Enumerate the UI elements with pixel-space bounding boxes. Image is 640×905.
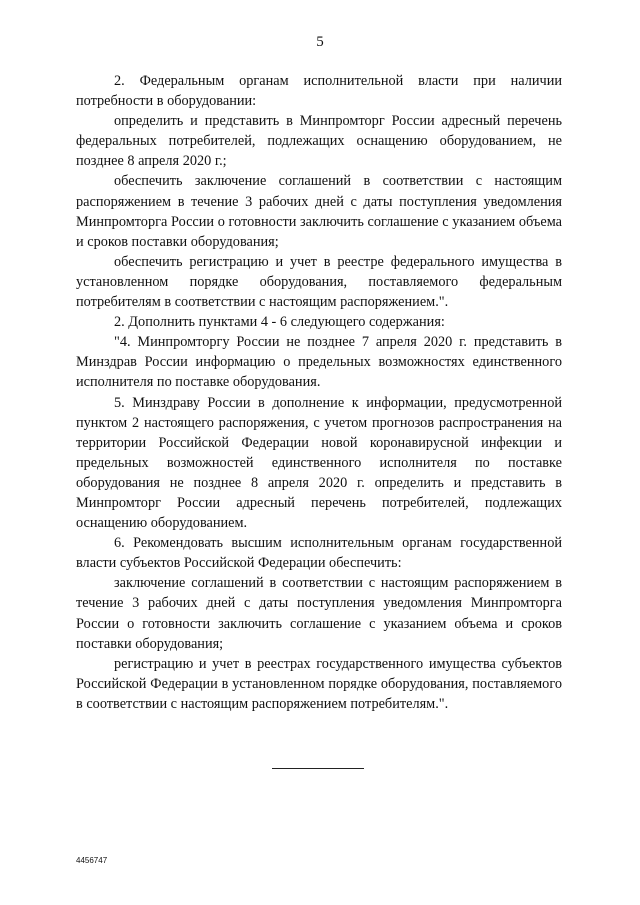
paragraph: 2. Дополнить пунктами 4 - 6 следующего содержания: <box>114 314 445 331</box>
paragraph: 2. Федеральным органам исполнительной власти при наличии потребности в оборудовании: <box>76 73 562 110</box>
document-code: 4456747 <box>76 856 108 865</box>
paragraph: "4. Минпромторгу России не позднее 7 апреля 2020 г. представить в Минздрав России информацию о предельных возможностях единственного исполнителя по поставке оборудования. <box>76 334 562 391</box>
paragraph: регистрацию и учет в реестрах государственного имущества субъектов Российской Федерации в установленном порядке оборудования, поставляемого в соответствии с настоящим распоряжением потребителям.". <box>76 655 562 712</box>
end-separator-line <box>272 768 364 769</box>
paragraph: определить и представить в Минпромторг России адресный перечень федеральных потребителей, подлежащих оснащению оборудованием, не позднее 8 апреля 2020 г.; <box>76 113 562 170</box>
paragraph: 5. Минздраву России в дополнение к информации, предусмотренной пунктом 2 настоящего распоряжения, с учетом прогнозов распространения на территории Российской Федерации новой коронавирусной инфекции и предельных возможностей единственного исполнителя по поставке оборудования не позднее 8 апреля 2020 г. определить и представить в Минпромторг России адресный перечень потребителей, подлежащих оснащению оборудованием. <box>76 394 562 532</box>
paragraph: обеспечить регистрацию и учет в реестре федерального имущества в установленном порядке оборудования, поставляемого федеральным потребителям в соответствии с настоящим распоряжением.". <box>76 253 562 311</box>
document-body <box>76 71 562 714</box>
paragraph: 6. Рекомендовать высшим исполнительным органам государственной власти субъектов Российской Федерации обеспечить: <box>76 535 562 572</box>
page-number: 5 <box>316 34 324 50</box>
paragraph: обеспечить заключение соглашений в соответствии с настоящим распоряжением в течение 3 рабочих дней с даты поступления уведомления Минпромторга России о готовности заключить соглашение с указанием объема и сроков поставки оборудования; <box>76 173 562 250</box>
paragraph: заключение соглашений в соответствии с настоящим распоряжением в течение 3 рабочих дней с даты поступления уведомления Минпромторга России о готовности заключить соглашение с указанием объема и сроков поставки оборудования; <box>76 575 562 652</box>
